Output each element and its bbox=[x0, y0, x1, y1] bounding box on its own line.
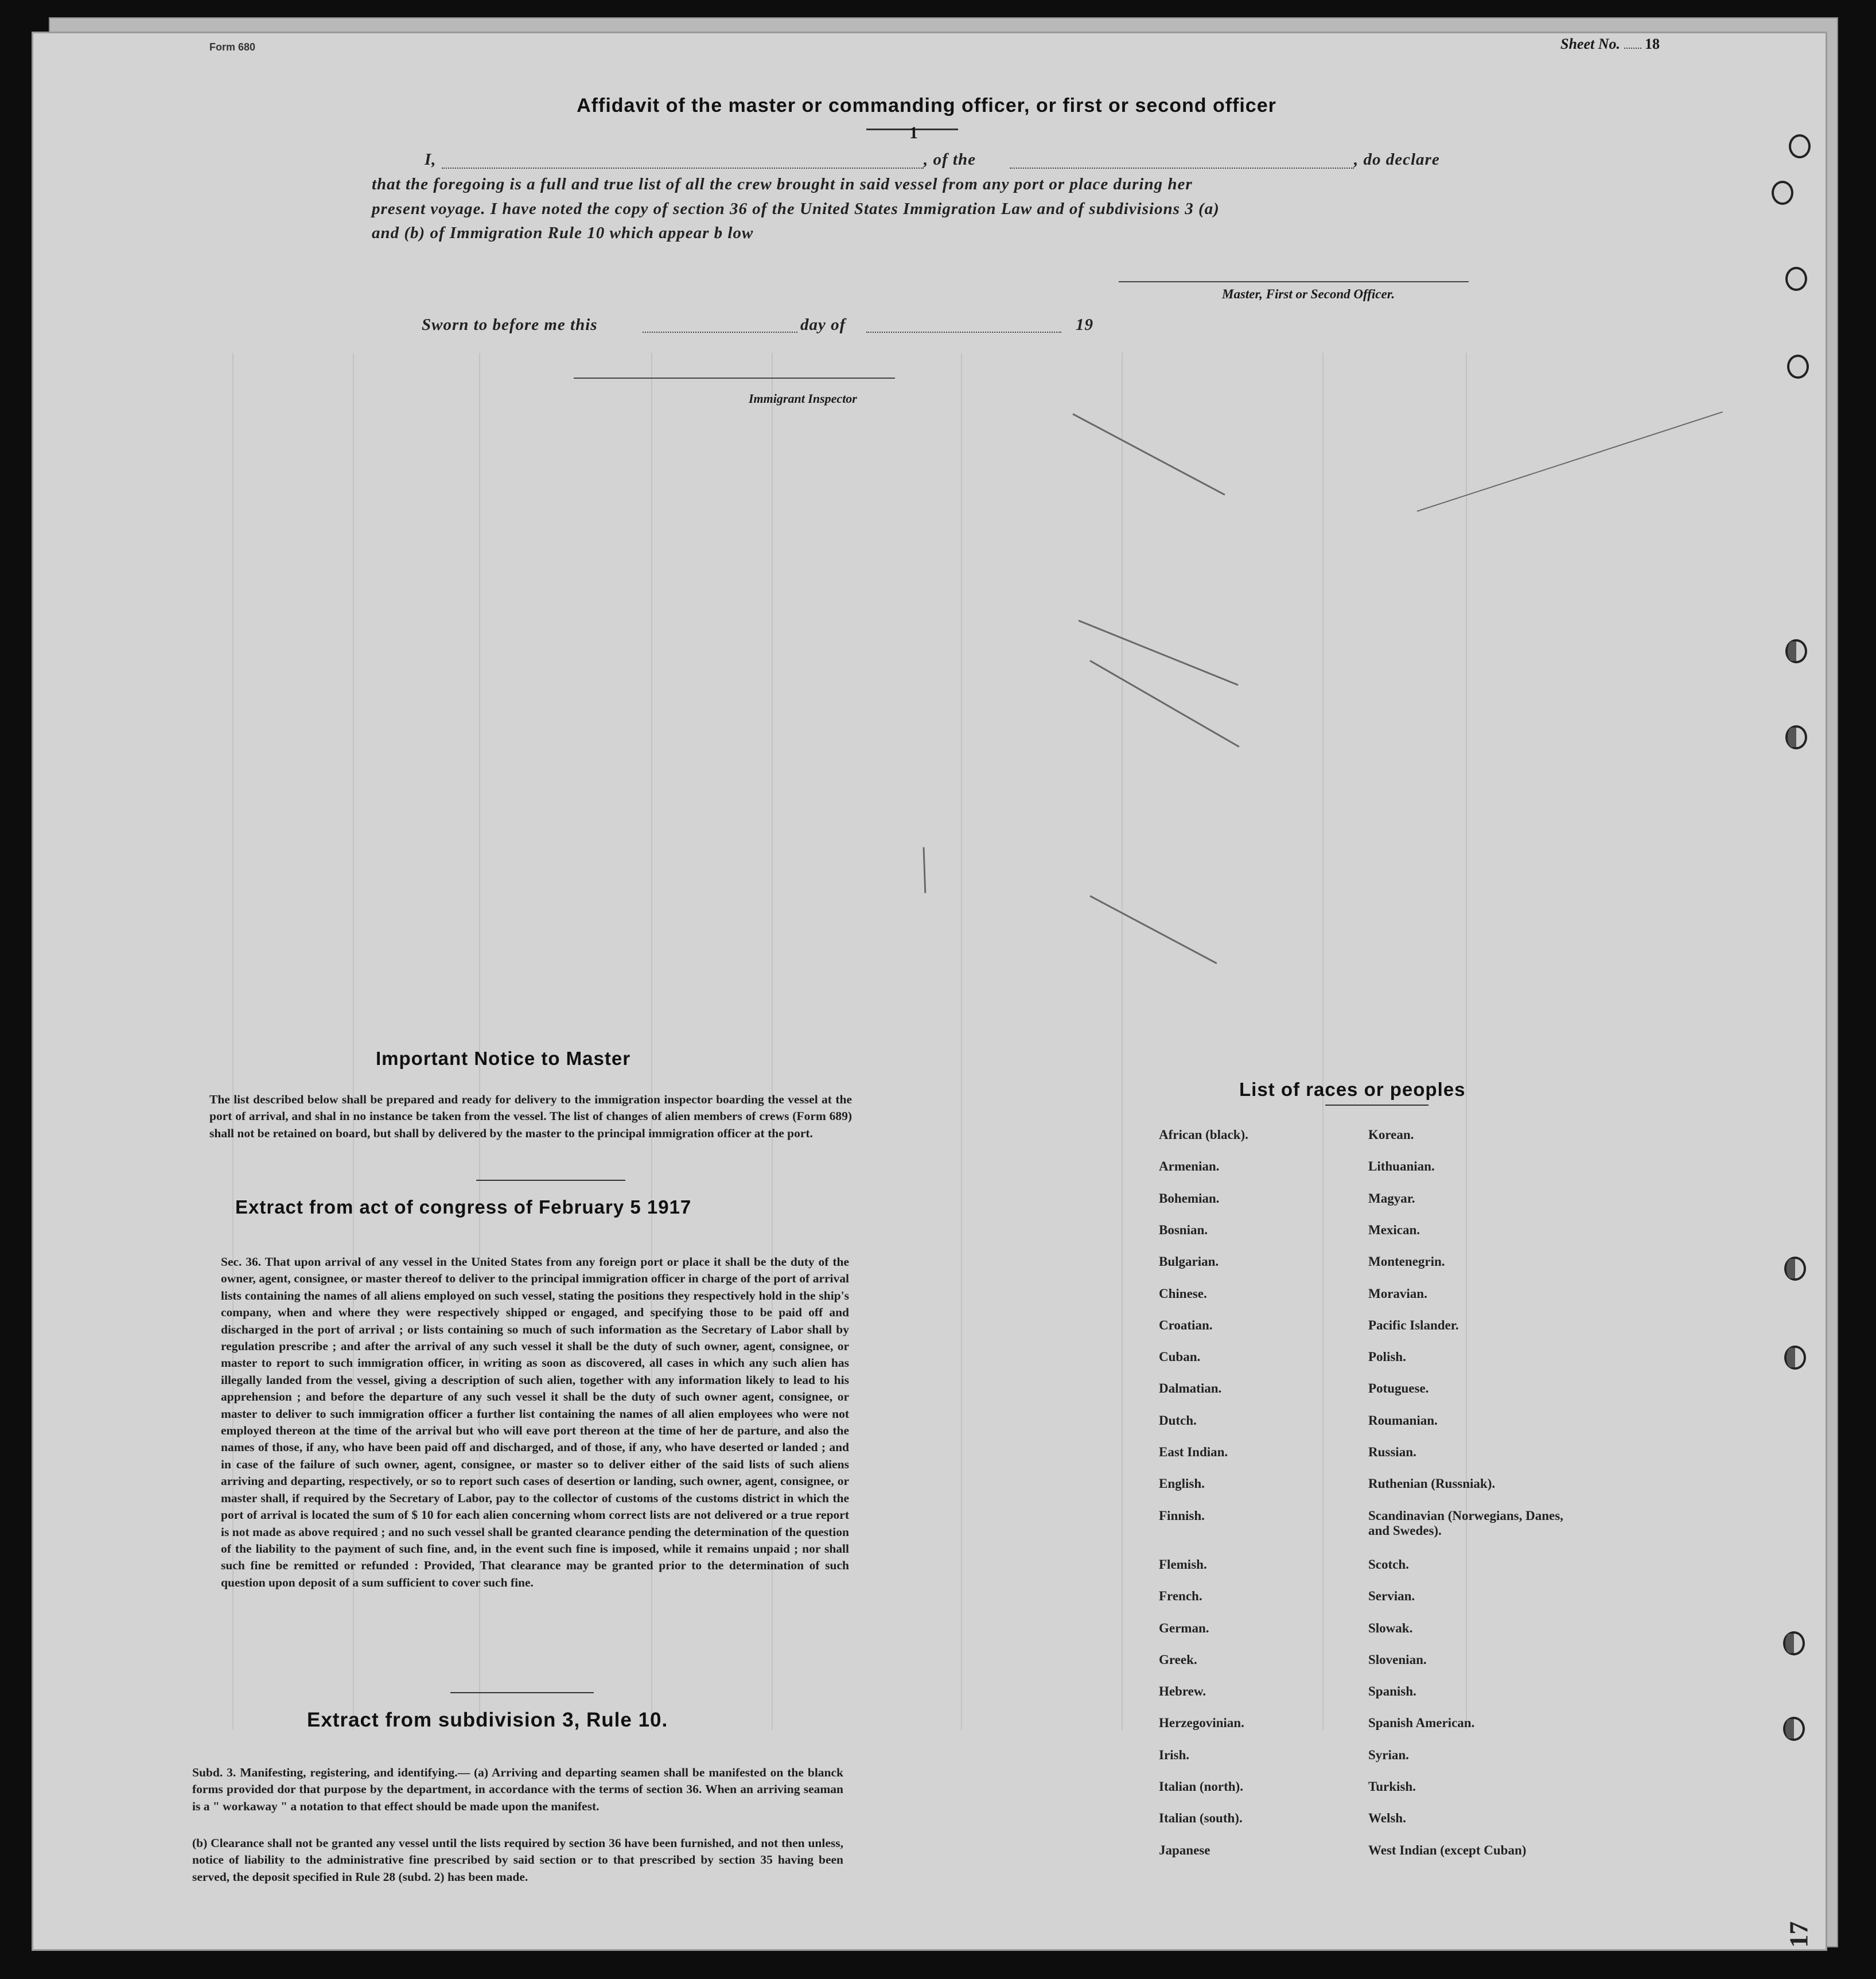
sheet-number-value: 18 bbox=[1645, 36, 1660, 52]
binder-hole bbox=[1785, 725, 1807, 749]
binder-hole bbox=[1772, 181, 1793, 205]
race-item: Montenegrin. bbox=[1368, 1254, 1445, 1269]
race-item: Bosnian. bbox=[1159, 1222, 1208, 1237]
race-item: Potuguese. bbox=[1368, 1381, 1429, 1396]
inspector-signature-line bbox=[574, 378, 895, 379]
race-item: Roumanian. bbox=[1368, 1413, 1438, 1428]
race-item: East Indian. bbox=[1159, 1445, 1228, 1459]
binder-hole bbox=[1785, 639, 1807, 663]
signature-caption: Master, First or Second Officer. bbox=[1222, 287, 1395, 301]
sworn-day-line bbox=[643, 332, 797, 333]
race-item: Russian. bbox=[1368, 1445, 1416, 1459]
affidavit-line-4: and (b) of Immigration Rule 10 which appear b low bbox=[372, 224, 754, 242]
bleed-column-line bbox=[1322, 353, 1324, 1730]
race-item: Cuban. bbox=[1159, 1350, 1201, 1364]
race-item: Slovenian. bbox=[1368, 1652, 1427, 1667]
rule-title: Extract from subdivision 3, Rule 10. bbox=[307, 1709, 668, 1731]
race-item: Italian (north). bbox=[1159, 1779, 1243, 1794]
affidavit-line-3: present voyage. I have noted the copy of section 36 of the United States Immigration Law and of subdivisions 3 (a) bbox=[372, 200, 1220, 218]
race-item: Flemish. bbox=[1159, 1557, 1207, 1572]
notice-title: Important Notice to Master bbox=[376, 1048, 631, 1069]
race-item: Greek. bbox=[1159, 1652, 1197, 1667]
binder-hole bbox=[1784, 1346, 1806, 1370]
race-item: West Indian (except Cuban) bbox=[1368, 1842, 1527, 1857]
race-item: Italian (south). bbox=[1159, 1811, 1243, 1826]
race-item: Servian. bbox=[1368, 1589, 1415, 1604]
name-blank-line bbox=[442, 168, 924, 169]
bleed-column-line bbox=[961, 353, 962, 1730]
race-item: Dalmatian. bbox=[1159, 1381, 1222, 1396]
binder-hole bbox=[1789, 134, 1811, 158]
race-item: Pacific Islander. bbox=[1368, 1317, 1459, 1332]
races-title: List of races or peoples bbox=[1239, 1079, 1466, 1100]
race-item: Slowak. bbox=[1368, 1620, 1413, 1635]
affidavit-declare: , do declare bbox=[1354, 150, 1440, 169]
race-item: Bohemian. bbox=[1159, 1191, 1220, 1206]
act-title: Extract from act of congress of February 5 1917 bbox=[235, 1196, 692, 1218]
binder-hole bbox=[1783, 1717, 1805, 1741]
margin-mark: 1 bbox=[909, 123, 918, 142]
form-number: Form 680 bbox=[209, 41, 256, 53]
race-item: Croatian. bbox=[1159, 1317, 1213, 1332]
race-item: Mexican. bbox=[1368, 1222, 1420, 1237]
race-item: Welsh. bbox=[1368, 1811, 1406, 1826]
race-item: African (black). bbox=[1159, 1127, 1248, 1142]
race-item: French. bbox=[1159, 1589, 1202, 1604]
race-item: Hebrew. bbox=[1159, 1684, 1206, 1699]
race-item: Ruthenian (Russniak). bbox=[1368, 1476, 1496, 1491]
binder-hole bbox=[1784, 1257, 1806, 1281]
race-item: Japanese bbox=[1159, 1842, 1211, 1857]
race-item: Magyar. bbox=[1368, 1191, 1415, 1206]
affidavit-title: Affidavit of the master or commanding officer, or first or second officer bbox=[577, 95, 1276, 116]
race-item: Turkish. bbox=[1368, 1779, 1416, 1794]
race-item: Moravian. bbox=[1368, 1286, 1427, 1301]
inspector-caption: Immigrant Inspector bbox=[749, 391, 857, 406]
race-item: Korean. bbox=[1368, 1127, 1414, 1142]
race-item: Irish. bbox=[1159, 1747, 1190, 1762]
affidavit-i: I, bbox=[425, 150, 437, 169]
vessel-blank-line bbox=[1010, 168, 1354, 169]
race-item: Chinese. bbox=[1159, 1286, 1207, 1301]
race-item: Scandinavian (Norwegians, Danes, and Swedes). bbox=[1368, 1508, 1563, 1538]
separator-rule bbox=[476, 1180, 625, 1181]
affidavit-of-the: , of the bbox=[924, 150, 976, 169]
race-item: Polish. bbox=[1368, 1350, 1406, 1364]
bleed-column-line bbox=[1122, 353, 1123, 1730]
binder-hole bbox=[1787, 355, 1809, 379]
notice-text: The list described below shall be prepared and ready for delivery to the immigration inspector boarding the vessel at the port of arrival, and shal in no instance be taken from the vessel. The list of changes of alien members of crews (Form 689) shall not be retained on board, but shall by delivered by the master to the principal immigration officer at the port. bbox=[209, 1092, 852, 1140]
race-item: German. bbox=[1159, 1620, 1209, 1635]
sworn-text: Sworn to before me this bbox=[422, 316, 598, 334]
race-item: Dutch. bbox=[1159, 1413, 1197, 1428]
races-title-underline bbox=[1325, 1105, 1429, 1106]
race-item: Armenian. bbox=[1159, 1159, 1220, 1174]
binder-hole bbox=[1785, 267, 1807, 291]
race-item: Scotch. bbox=[1368, 1557, 1409, 1572]
race-item: English. bbox=[1159, 1476, 1205, 1491]
race-item: Lithuanian. bbox=[1368, 1159, 1435, 1174]
separator-rule bbox=[450, 1692, 594, 1693]
affidavit-line-2: that the foregoing is a full and true list of all the crew brought in said vessel from any port or place during her bbox=[372, 175, 1193, 193]
race-item: Spanish. bbox=[1368, 1684, 1416, 1699]
margin-number: 17 bbox=[1784, 1921, 1813, 1948]
binder-hole bbox=[1783, 1631, 1805, 1655]
rule-text-b: (b) Clearance shall not be granted any vessel until the lists required by section 36 have been furnished, and not then unless, notice of liability to the administrative fine prescribed by said section or to that prescribed by section 35 having been served, the deposit specified in Rule 28 (subd. 2) has been made. bbox=[192, 1836, 843, 1884]
sworn-month-line bbox=[866, 332, 1061, 333]
race-item: Herzegovinian. bbox=[1159, 1716, 1244, 1731]
sheet-number bbox=[1560, 36, 1660, 53]
sworn-year: 19 bbox=[1076, 316, 1093, 334]
race-item: Spanish American. bbox=[1368, 1716, 1475, 1731]
rule-text-a: Subd. 3. Manifesting, registering, and identifying.— (a) Arriving and departing seamen shall be manifested on the blanck forms provided dor that purpose by the department, in accordance with the terms of section 36. When an arriving seaman is a " workaway " a notation to that effect should be made upon the manifest. bbox=[192, 1766, 843, 1813]
race-item: Syrian. bbox=[1368, 1747, 1409, 1762]
sheet-number-label: Sheet No. bbox=[1560, 36, 1620, 52]
race-item: Finnish. bbox=[1159, 1508, 1205, 1523]
signature-line bbox=[1119, 281, 1469, 282]
act-text: Sec. 36. That upon arrival of any vessel in the United States from any foreign port or place it shall be the duty of the owner, agent, consignee, or master thereof to deliver to the principal immigration officer in charge of the port of arrival lists containing the names of all aliens employed on such vessel, stating the positions they respectively hold in the ship's company, when and where they were respectively shipped or engaged, and specifying those to be paid off and discharged in the port of arrival ; or lists containing so much of such information as the Secretary of Labor shall by regulation prescribe ; and after the arrival of any such vessel it shall be the duty of such owner, agent, consignee, or master to report to such immigration officer, in writing as soon as discovered, all cases in which any such alien has illegally landed from the vessel, giving a description of such alien, together with any information likely to lead to his apprehension ; and before the departure of any such vessel it shall be the duty of such owner agent, consignee, or master to deliver to such immigration officer a further list containing the names of all alien employees who were not employed thereon at the time of the arrival but who will eave port thereon at the time of her de parture, and also the names of those, if any, who have been paid off and discharged, and of those, if any, who have deserted or landed ; and in case of the failure of such owner, agent, consignee, or master so to deliver either of the said lists of such aliens arriving and departing, respectively, or so to report such cases of desertion or landing, such owner, agent, consignee, or master shall, if required by the Secretary of Labor, pay to the collector of customs of the customs district in which the port of arrival is located the sum of $ 10 for each alien concerning whom correct lists are not delivered or a true report is not made as above required ; and no such vessel shall be granted clearance pending the determination of the question of the liability to the payment of such fine, and, in the event such fine is imposed, while it remains unpaid ; nor shall such fine be remitted or refunded : Provided, That clearance may be granted prior to the determination of such question upon deposit of a sum sufficient to cover such fine. bbox=[221, 1255, 849, 1589]
sworn-day-of: day of bbox=[800, 316, 846, 334]
race-item: Bulgarian. bbox=[1159, 1254, 1219, 1269]
